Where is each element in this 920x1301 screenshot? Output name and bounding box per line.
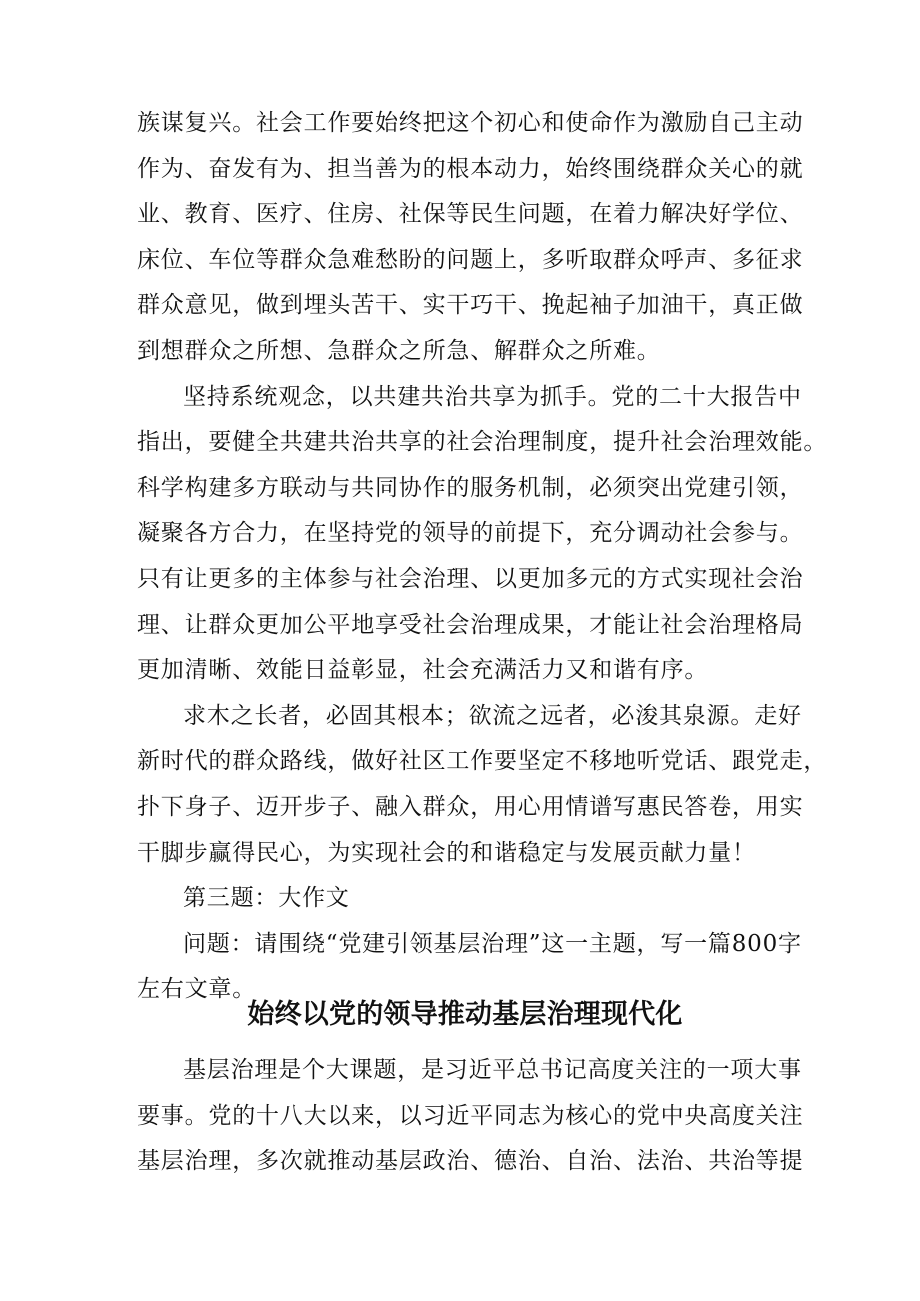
text-line: 坚持系统观念，以共建共治共享为抓手。党的二十大报告中 (183, 383, 802, 410)
text-line: 第三题：大作文 (183, 885, 350, 912)
section-heading (137, 876, 793, 922)
text-line: 扑下身子、迈开步子、融入群众，用心用情谱写惠民答卷，用实 (137, 793, 804, 820)
text-line: 求木之长者，必固其根本；欲流之远者，必浚其泉源。走好 (183, 702, 802, 729)
text-line: 理、让群众更加公平地享受社会治理成果，才能让社会治理格局 (137, 611, 804, 638)
text-line: 问题：请围绕“党建引领基层治理”这一主题，写一篇800字 (183, 930, 802, 957)
text-line: 基层治理是个大课题，是习近平总书记高度关注的一项大事 (183, 1057, 802, 1083)
text-line: 只有让更多的主体参与社会治理、以更加多元的方式实现社会治 (137, 565, 804, 592)
paragraph-mass-line (137, 694, 828, 876)
paragraph-system-view (137, 375, 828, 694)
text-line: 科学构建多方联动与共同协作的服务机制，必须突出党建引领， (137, 474, 804, 501)
paragraph-continuation (137, 101, 804, 375)
text-line: 干脚步赢得民心，为实现社会的和谐稳定与发展贡献力量！ (137, 839, 756, 866)
text-line: 到想群众之所想、急群众之所急、解群众之所难。 (137, 337, 661, 364)
essay-paragraph (137, 1048, 804, 1185)
text-line: 凝聚各方合力，在坚持党的领导的前提下，充分调动社会参与。 (137, 520, 804, 547)
text-line: 指出，要健全共建共治共享的社会治理制度，提升社会治理效能。 (137, 429, 828, 456)
text-line: 床位、车位等群众急难愁盼的问题上，多听取群众呼声、多征求 (137, 246, 804, 273)
text-line: 作为、奋发有为、担当善为的根本动力，始终围绕群众关心的就 (137, 155, 804, 182)
text-line: 左右文章。 (137, 976, 256, 1003)
text-line: 新时代的群众路线，做好社区工作要坚定不移地听党话、跟党走， (137, 748, 828, 775)
essay-title: 始终以党的领导推动基层治理现代化 (247, 999, 683, 1030)
text-line: 族谋复兴。社会工作要始终把这个初心和使命作为激励自己主动 (137, 110, 804, 136)
text-line: 更加清晰、效能日益彰显，社会充满活力又和谐有序。 (137, 657, 709, 684)
text-line: 群众意见，做到埋头苦干、实干巧干、挽起袖子加油干，真正做 (137, 292, 804, 319)
text-line: 业、教育、医疗、住房、社保等民生问题，在着力解决好学位、 (137, 201, 804, 228)
text-line: 基层治理，多次就推动基层政治、德治、自治、法治、共治等提 (137, 1148, 804, 1175)
text-line: 要事。党的十八大以来，以习近平同志为核心的党中央高度关注 (137, 1102, 804, 1129)
